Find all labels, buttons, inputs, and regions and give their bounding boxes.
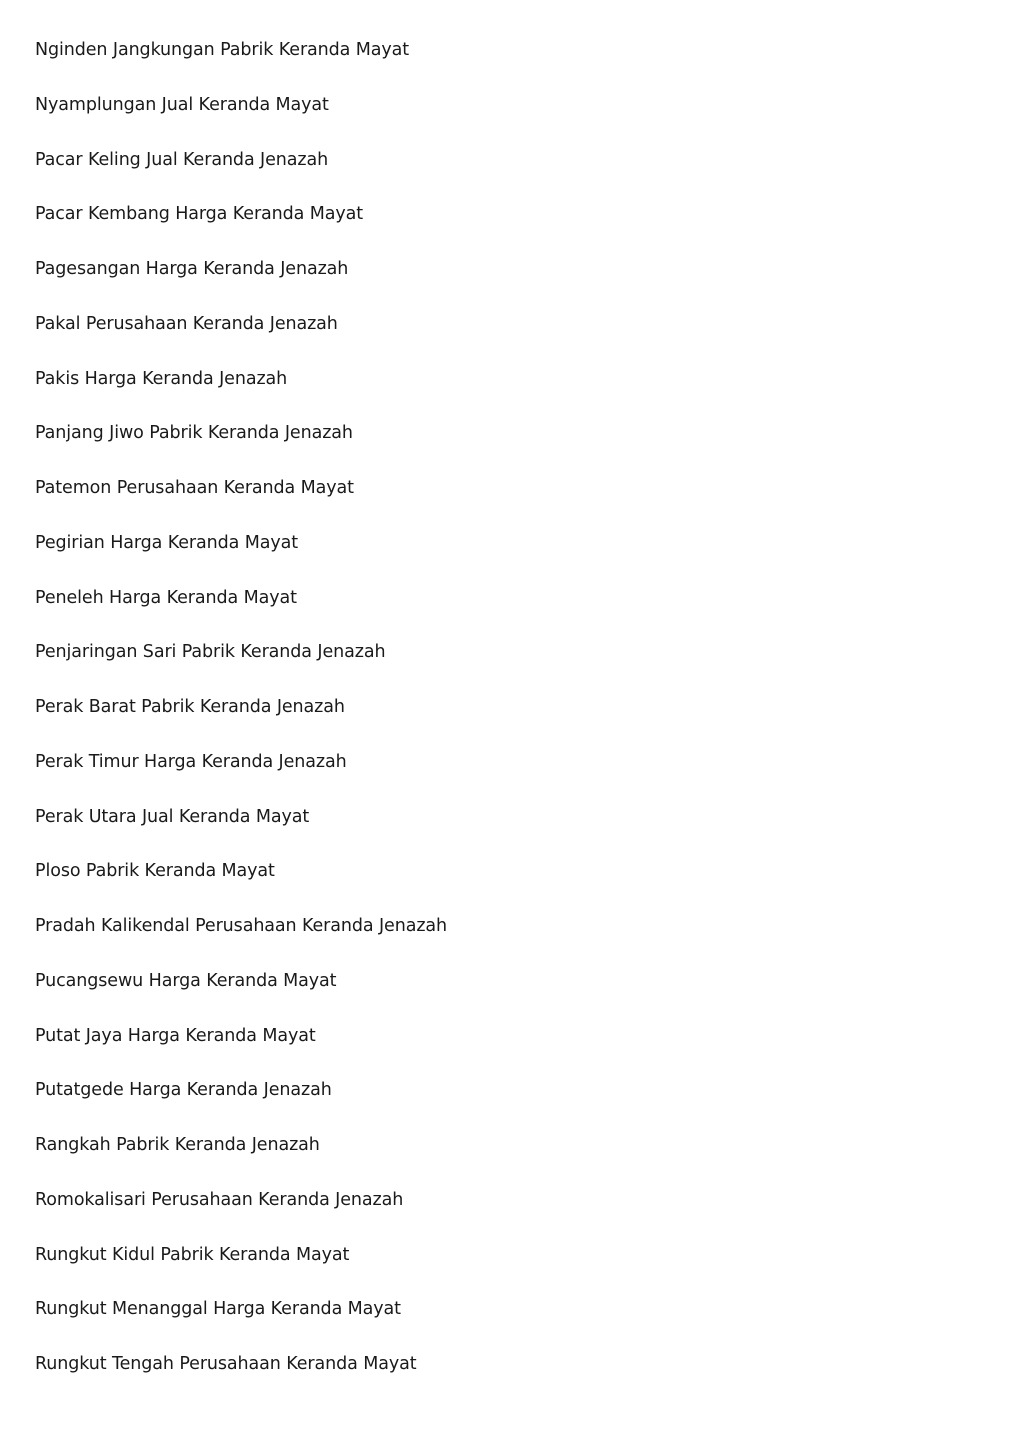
list-item: Pradah Kalikendal Perusahaan Keranda Jenazah [35,916,448,936]
list-item: Nginden Jangkungan Pabrik Keranda Mayat [35,40,410,60]
list-item: Rungkut Tengah Perusahaan Keranda Mayat [35,1354,417,1374]
location-list [35,36,447,1405]
list-item: Pegirian Harga Keranda Mayat [35,532,299,553]
list-item: Putatgede Harga Keranda Jenazah [35,1080,332,1101]
list-item: Pagesangan Harga Keranda Jenazah [35,259,349,279]
list-item: Peneleh Harga Keranda Mayat [35,587,297,608]
list-item: Nyamplungan Jual Keranda Mayat [35,94,329,115]
list-item: Pucangsewu Harga Keranda Mayat [35,970,337,991]
list-item: Perak Timur Harga Keranda Jenazah [35,751,347,772]
list-item: Pakis Harga Keranda Jenazah [35,368,288,389]
list-item: Romokalisari Perusahaan Keranda Jenazah [35,1189,404,1210]
list-item: Putat Jaya Harga Keranda Mayat [35,1025,316,1046]
list-item: Pacar Keling Jual Keranda Jenazah [35,149,329,170]
list-item: Perak Utara Jual Keranda Mayat [35,806,310,827]
list-item: Pacar Kembang Harga Keranda Mayat [35,204,364,225]
list-item: Panjang Jiwo Pabrik Keranda Jenazah [35,423,353,444]
list-item: Patemon Perusahaan Keranda Mayat [35,478,354,498]
list-item: Rungkut Kidul Pabrik Keranda Mayat [35,1244,350,1265]
list-item: Penjaringan Sari Pabrik Keranda Jenazah [35,642,386,663]
list-item: Rangkah Pabrik Keranda Jenazah [35,1135,320,1155]
list-item: Ploso Pabrik Keranda Mayat [35,861,275,882]
list-item: Rungkut Menanggal Harga Keranda Mayat [35,1299,401,1320]
list-item: Perak Barat Pabrik Keranda Jenazah [35,697,345,717]
list-item: Pakal Perusahaan Keranda Jenazah [35,313,338,334]
